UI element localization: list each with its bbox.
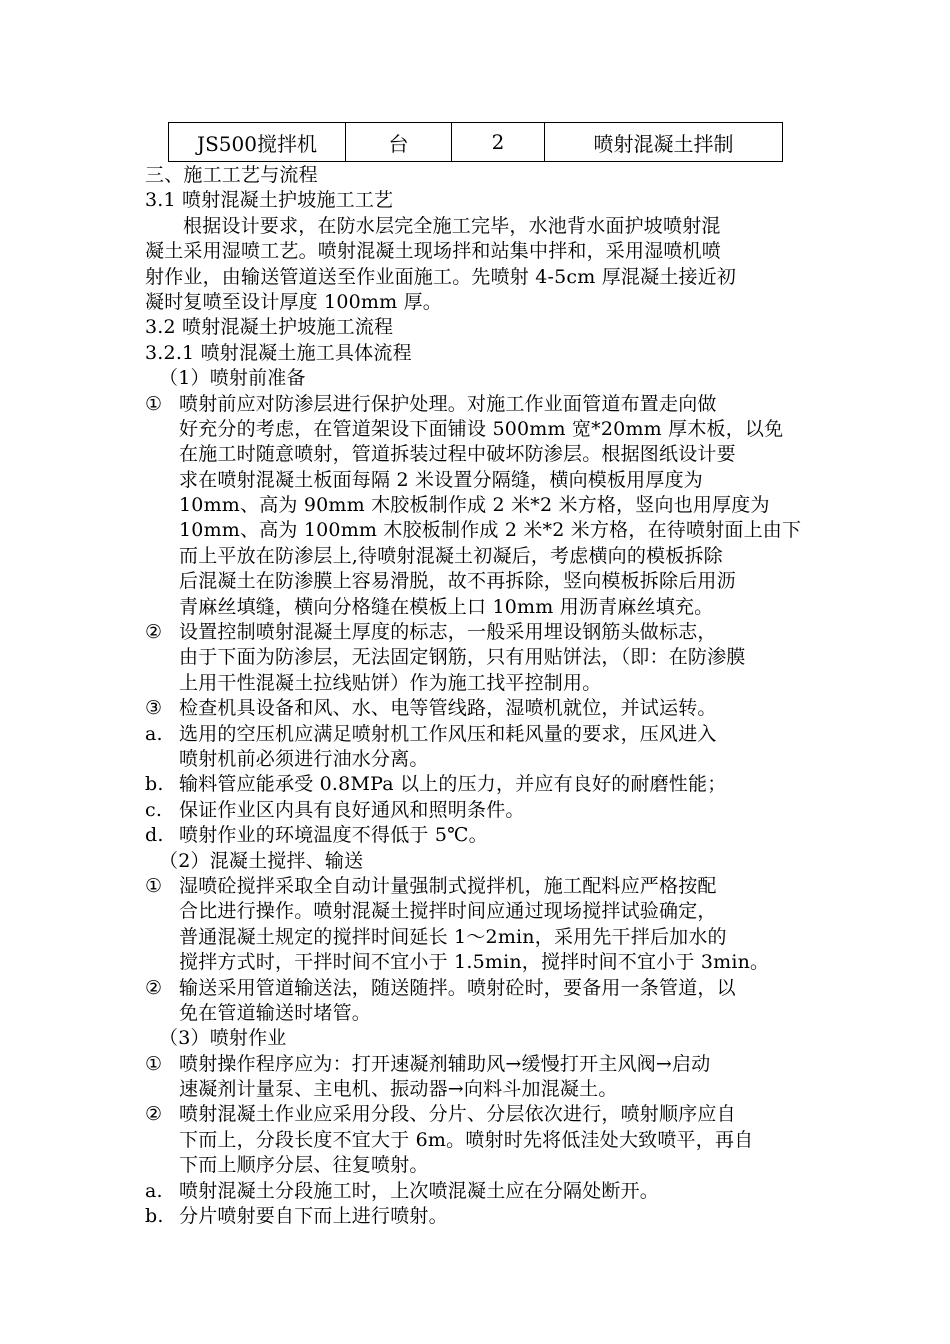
text-line: 青麻丝填缝，横向分格缝在模板上口 10mm 用沥青麻丝填充。 (179, 595, 714, 618)
table-cell-quantity: 2 (452, 123, 545, 162)
list-item (145, 1179, 810, 1204)
text-line: 检查机具设备和风、水、电等管线路，湿喷机就位，并试运转。 (179, 697, 717, 720)
list-item (145, 1102, 810, 1178)
text-line: 输送采用管道输送法，随送随拌。喷射砼时，要备用一条管道，以 (179, 976, 736, 999)
text-line: 喷射前应对防渗层进行保护处理。对施工作业面管道布置走向做 (179, 392, 717, 415)
item-letter: d. (145, 824, 164, 847)
item-number: ② (145, 621, 163, 644)
item-number: ② (145, 976, 163, 999)
item-letter: a. (145, 1179, 163, 1202)
table-cell-purpose: 喷射混凝土拌制 (545, 123, 783, 162)
item-number: ① (145, 1052, 163, 1075)
list-item (145, 696, 810, 721)
text-line: 由于下面为防渗层，无法固定钢筋，只有用贴饼法，（即：在防渗膜 (179, 646, 746, 669)
subsection-heading: （2）混凝土搅拌、输送 (159, 849, 364, 872)
text-line: 速凝剂计量泵、主电机、振动器→向料斗加混凝土。 (179, 1078, 618, 1101)
section-heading: 3.2 喷射混凝土护坡施工流程 (145, 316, 394, 339)
list-item (145, 823, 810, 848)
list-item (145, 620, 810, 696)
text-line: 凝时复喷至设计厚度 100mm 厚。 (145, 290, 442, 313)
table-cell-unit: 台 (346, 123, 452, 162)
item-number: ① (145, 392, 163, 415)
text-line: 喷射机前必须进行油水分离。 (179, 747, 429, 770)
text-line: 10mm、高为 100mm 木胶板制作成 2 米*2 米方格，在待喷射面上由下 (179, 519, 802, 542)
text-line: 输料管应能承受 0.8MPa 以上的压力，并应有良好的耐磨性能； (179, 773, 727, 796)
text-line: 求在喷射混凝土板面每隔 2 米设置分隔缝，横向模板用厚度为 (179, 468, 703, 491)
text-line: 选用的空压机应满足喷射机工作风压和耗风量的要求，压风进入 (179, 722, 717, 745)
text-line: 而上平放在防渗层上,待喷射混凝土初凝后，考虑横向的模板拆除 (179, 544, 723, 567)
paragraph (145, 214, 810, 316)
section-heading: 3.2.1 喷射混凝土施工具体流程 (145, 341, 412, 364)
text-line: 设置控制喷射混凝土厚度的标志，一般采用埋设钢筋头做标志， (179, 621, 717, 644)
text-line: 保证作业区内具有良好通风和照明条件。 (179, 798, 525, 821)
item-number: ① (145, 874, 163, 897)
text-line: 凝土采用湿喷工艺。喷射混凝土现场拌和站集中拌和，采用湿喷机喷 (145, 240, 722, 263)
text-line: 普通混凝土规定的搅拌时间延长 1～2min，采用先干拌后加水的 (179, 925, 727, 948)
text-line: 分片喷射要自下而上进行喷射。 (179, 1205, 448, 1228)
subsection-heading: （3）喷射作业 (159, 1027, 287, 1050)
item-number: ② (145, 1103, 163, 1126)
text-line: 后混凝土在防渗膜上容易滑脱，故不再拆除，竖向模板拆除后用沥 (179, 570, 736, 593)
list-item (145, 1204, 810, 1229)
list-item (145, 392, 810, 621)
text-line: 湿喷砼搅拌采取全自动计量强制式搅拌机，施工配料应严格按配 (179, 874, 717, 897)
list-item (145, 976, 810, 1027)
text-line: 10mm、高为 90mm 木胶板制作成 2 米*2 米方格，竖向也用厚度为 (179, 494, 770, 517)
document-body (145, 163, 810, 1229)
item-letter: c. (145, 798, 163, 821)
text-line: 射作业，由输送管道送至作业面施工。先喷射 4-5cm 厚混凝土接近初 (145, 265, 737, 288)
text-line: 根据设计要求，在防水层完全施工完毕，水池背水面护坡喷射混 (183, 214, 721, 237)
subsection-heading: （1）喷射前准备 (159, 367, 306, 390)
equipment-table (168, 122, 783, 162)
text-line: 喷射操作程序应为：打开速凝剂辅助风→缓慢打开主风阀→启动 (179, 1052, 711, 1075)
list-item (145, 1052, 810, 1103)
text-line: 好充分的考虑，在管道架设下面铺设 500mm 宽*20mm 厚木板，以免 (179, 417, 784, 440)
list-item (145, 722, 810, 773)
text-line: 喷射混凝土分段施工时，上次喷混凝土应在分隔处断开。 (179, 1179, 660, 1202)
list-item (145, 772, 810, 797)
text-line: 喷射作业的环境温度不得低于 5℃。 (179, 824, 488, 847)
text-line: 搅拌方式时，干拌时间不宜小于 1.5min，搅拌时间不宜小于 3min。 (179, 951, 770, 974)
item-letter: b. (145, 1205, 164, 1228)
text-line: 喷射混凝土作业应采用分段、分片、分层依次进行，喷射顺序应自 (179, 1103, 736, 1126)
table-cell-equipment: JS500搅拌机 (169, 123, 346, 162)
text-line: 下而上顺序分层、往复喷射。 (179, 1154, 429, 1177)
text-line: 合比进行操作。喷射混凝土搅拌时间应通过现场搅拌试验确定， (179, 900, 717, 923)
list-item (145, 798, 810, 823)
section-heading: 3.1 喷射混凝土护坡施工工艺 (145, 189, 394, 212)
table-row (169, 123, 783, 162)
item-number: ③ (145, 697, 163, 720)
item-letter: b. (145, 773, 164, 796)
text-line: 上用干性混凝土拉线贴饼）作为施工找平控制用。 (179, 671, 602, 694)
text-line: 下而上，分段长度不宜大于 6m。喷射时先将低洼处大致喷平，再自 (179, 1128, 754, 1151)
text-line: 免在管道输送时堵管。 (179, 1001, 372, 1024)
section-heading: 三、施工工艺与流程 (145, 164, 318, 186)
text-line: 在施工时随意喷射，管道拆装过程中破坏防渗层。根据图纸设计要 (179, 443, 736, 466)
list-item (145, 874, 810, 976)
item-letter: a. (145, 722, 163, 745)
